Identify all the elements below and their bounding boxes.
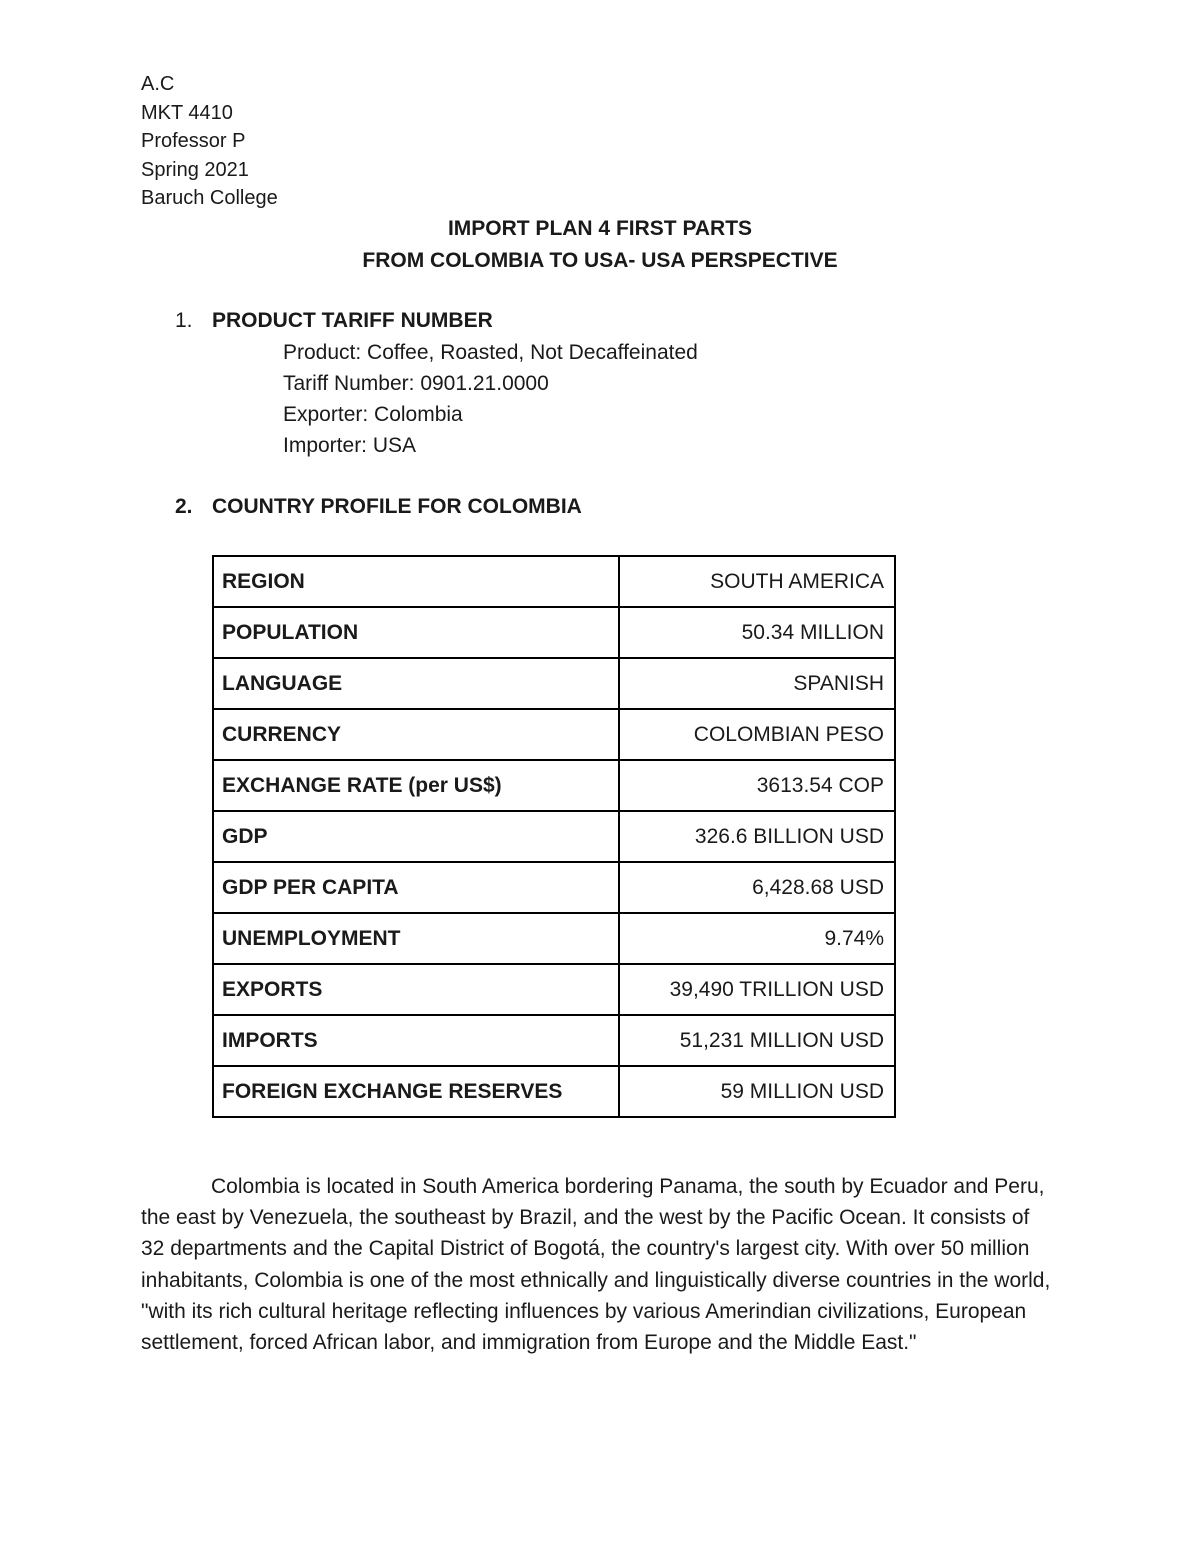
table-row: [213, 913, 895, 964]
table-key-cell: EXCHANGE RATE (per US$): [213, 760, 619, 811]
section-title: COUNTRY PROFILE FOR COLOMBIA: [212, 495, 582, 518]
table-key-cell: IMPORTS: [213, 1015, 619, 1066]
professor-name: Professor P: [141, 130, 246, 152]
table-row: [213, 709, 895, 760]
author-header: [141, 70, 278, 213]
table-row: [213, 760, 895, 811]
table-value-cell: 326.6 BILLION USD: [619, 811, 895, 862]
table-row: [213, 556, 895, 607]
college-name: Baruch College: [141, 187, 278, 209]
section-title: PRODUCT TARIFF NUMBER: [212, 309, 493, 332]
table-key-cell: GDP: [213, 811, 619, 862]
table-value-cell: 39,490 TRILLION USD: [619, 964, 895, 1015]
product-details: [283, 337, 698, 461]
table-value-cell: 3613.54 COP: [619, 760, 895, 811]
table-key-cell: LANGUAGE: [213, 658, 619, 709]
table-key-cell: UNEMPLOYMENT: [213, 913, 619, 964]
table-row: [213, 1015, 895, 1066]
table-row: [213, 1066, 895, 1117]
table-row: [213, 964, 895, 1015]
table-key-cell: EXPORTS: [213, 964, 619, 1015]
table-value-cell: 59 MILLION USD: [619, 1066, 895, 1117]
table-row: [213, 811, 895, 862]
table-value-cell: 51,231 MILLION USD: [619, 1015, 895, 1066]
section-number: 1.: [175, 309, 193, 332]
table-value-cell: 50.34 MILLION: [619, 607, 895, 658]
title-line-2: FROM COLOMBIA TO USA- USA PERSPECTIVE: [362, 249, 838, 272]
course-code: MKT 4410: [141, 101, 233, 124]
section-heading-country-profile: [175, 493, 582, 521]
semester: Spring 2021: [141, 158, 249, 181]
table-key-cell: REGION: [213, 556, 619, 607]
table-value-cell: 9.74%: [619, 913, 895, 964]
body-paragraph: Colombia is located in South America bordering Panama, the south by Ecuador and Peru, the east by Venezuela, the southeast by Brazil, and the west by the Pacific Ocean. It consists of 32 departments and the Capital District of Bogotá, the country's largest city. With over 50 million inhabitants, Colombia is one of the most ethnically and linguistically diverse countries in the world, "with its rich cultural heritage reflecting influences by various Amerindian civilizations, European settlement, forced African labor, and immigration from Europe and the Middle East.": [141, 1175, 1051, 1355]
table-key-cell: CURRENCY: [213, 709, 619, 760]
table-key-cell: GDP PER CAPITA: [213, 862, 619, 913]
table-key-cell: FOREIGN EXCHANGE RESERVES: [213, 1066, 619, 1117]
table-key-cell: POPULATION: [213, 607, 619, 658]
author-initials: A.C: [141, 73, 175, 95]
tariff-number-line: Tariff Number: 0901.21.0000: [283, 372, 549, 395]
section-heading-tariff: [175, 307, 493, 335]
table-value-cell: SOUTH AMERICA: [619, 556, 895, 607]
table-row: [213, 607, 895, 658]
table-value-cell: SPANISH: [619, 658, 895, 709]
product-line: Product: Coffee, Roasted, Not Decaffeinated: [283, 341, 698, 364]
table-row: [213, 862, 895, 913]
table-value-cell: COLOMBIAN PESO: [619, 709, 895, 760]
section-number: 2.: [175, 495, 193, 518]
title-line-1: IMPORT PLAN 4 FIRST PARTS: [447, 217, 753, 240]
importer-line: Importer: USA: [283, 434, 417, 457]
country-profile-table: [212, 555, 896, 1118]
document-title: [0, 213, 1200, 277]
table-value-cell: 6,428.68 USD: [619, 862, 895, 913]
table-row: [213, 658, 895, 709]
exporter-line: Exporter: Colombia: [283, 403, 463, 426]
